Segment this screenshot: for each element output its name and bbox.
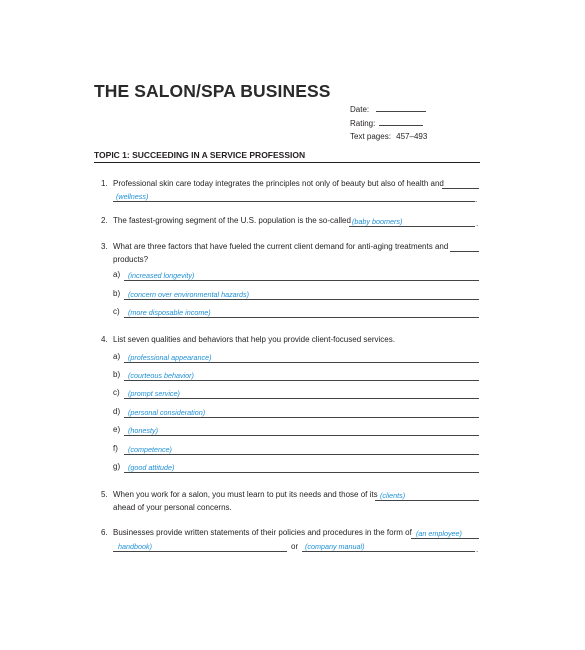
q6-number: 6. [101,528,108,537]
q4c-answer: (prompt service) [128,389,180,398]
q3b-blank[interactable] [124,299,479,300]
q4b-letter: b) [113,370,121,379]
q6-or: or [291,542,299,551]
q4b-answer: (courteous behavior) [128,371,194,380]
q3c-answer: (more disposable income) [128,308,211,317]
q4a-letter: a) [113,352,121,361]
q5-text-line1: When you work for a salon, you must learn to put its needs and those of its [113,490,378,499]
q6-text-line1: Businesses provide written statements of their policies and procedures in the form of [113,528,412,537]
q4e-blank[interactable] [124,435,479,436]
q4e-letter: e) [113,425,121,434]
text-pages-field [350,132,427,141]
text-pages-value: 457–493 [396,132,428,141]
date-field [350,104,426,114]
topic-divider [94,162,480,163]
q6-end: . [476,545,479,554]
q5-blank[interactable] [375,500,479,501]
rating-field [350,118,423,128]
q4d-blank[interactable] [124,417,479,418]
q6-answer1: (an employee) [416,529,462,538]
q1-blank-line1[interactable] [442,188,479,189]
q4g-letter: g) [113,462,121,471]
q3c-letter: c) [113,307,120,316]
q4b-blank[interactable] [124,380,479,381]
q3b-answer: (concern over environmental hazards) [128,290,250,299]
q2-blank[interactable] [349,226,475,227]
q4f-letter: f) [113,444,118,453]
text-pages-label: Text pages: [350,132,391,141]
q4-number: 4. [101,335,108,344]
q4g-answer: (good attitude) [128,463,175,472]
q3-number: 3. [101,242,108,251]
q6-answer2: (company manual) [305,542,365,551]
date-label: Date: [350,105,370,114]
q6-blank1-line1[interactable] [411,538,479,539]
q3-text-line2: products? [113,255,149,264]
q1-answer: (wellness) [116,192,149,201]
q6-answer1-cont: handbook) [118,542,152,551]
q1-text: Professional skin care today integrates the principles not only of beauty but also of health and [113,179,444,188]
topic-heading: TOPIC 1: SUCCEEDING IN A SERVICE PROFESSION [94,150,306,160]
q4c-letter: c) [113,388,120,397]
q4e-answer: (honesty) [128,426,158,435]
q4d-answer: (personal consideration) [128,408,206,417]
q2-answer: (baby boomers) [352,217,403,226]
q1-number: 1. [101,179,108,188]
q4f-answer: (competence) [128,445,172,454]
q6-blank2[interactable] [302,551,475,552]
q3b-letter: b) [113,289,121,298]
q4-text: List seven qualities and behaviors that help you provide client-focused services. [113,335,395,344]
q4g-blank[interactable] [124,472,479,473]
q4d-letter: d) [113,407,121,416]
rating-blank[interactable] [379,118,423,126]
date-blank[interactable] [376,104,426,112]
q6-blank1-line2[interactable] [113,551,287,552]
q5-answer: (clients) [380,491,406,500]
q1-end: . [475,195,478,204]
q2-number: 2. [101,216,108,225]
q3-text-line1: What are three factors that have fueled the current client demand for anti-aging treatments and [113,242,449,251]
q2-text: The fastest-growing segment of the U.S. population is the so-called [113,216,351,225]
q3a-answer: (increased longevity) [128,271,195,280]
q4f-blank[interactable] [124,454,479,455]
q4a-blank[interactable] [124,362,479,363]
q5-number: 5. [101,490,108,499]
q3a-blank[interactable] [124,280,479,281]
q5-text-line2: ahead of your personal concerns. [113,503,232,512]
q2-end: . [476,219,479,228]
q4c-blank[interactable] [124,398,479,399]
q3a-letter: a) [113,270,121,279]
q3-blank-line1[interactable] [450,251,479,252]
q4a-answer: (professional appearance) [128,353,212,362]
rating-label: Rating: [350,119,376,128]
worksheet-title: THE SALON/SPA BUSINESS [94,81,331,101]
q3c-blank[interactable] [124,317,479,318]
q1-blank-line2[interactable] [113,201,475,202]
